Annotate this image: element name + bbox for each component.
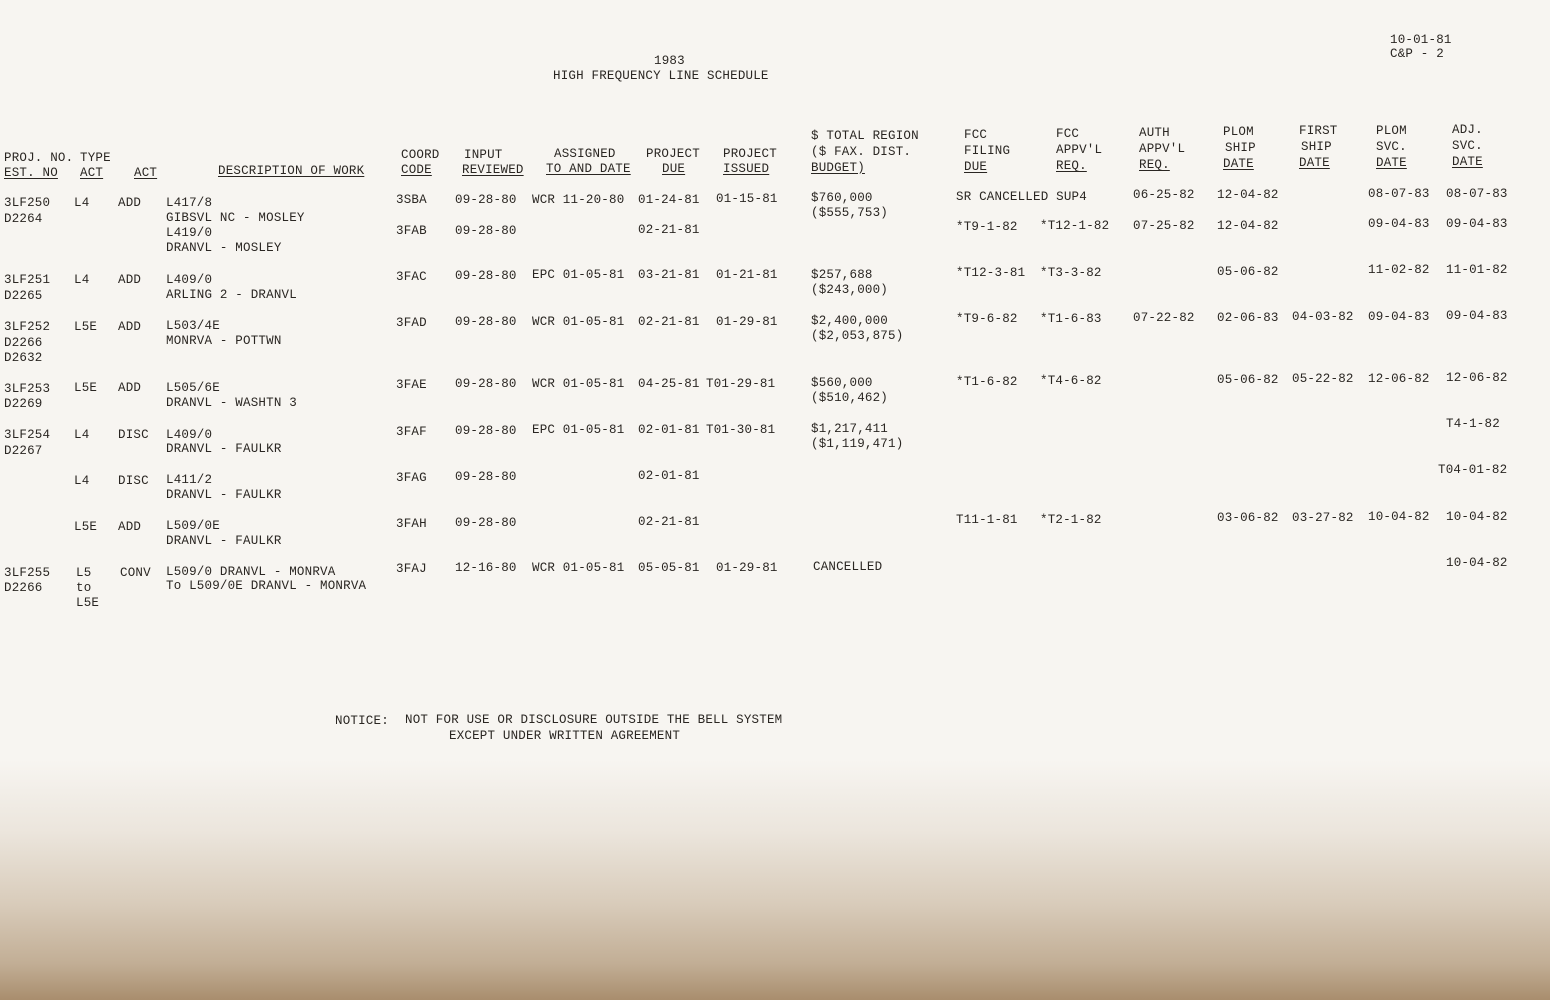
col-first-ship-2: SHIP [1301,140,1332,154]
act: CONV [120,566,151,580]
assigned: WCR 01-05-81 [532,315,625,329]
adj-svc: T4-1-82 [1446,417,1500,431]
fax-dist: ($1,119,471) [811,437,904,451]
total-region: $560,000 [811,376,873,390]
type-act: L5E [74,520,98,534]
plom-svc: 12-06-82 [1368,372,1430,386]
description: L409/0 [166,273,213,287]
adj-svc: 11-01-82 [1446,263,1508,277]
adj-svc: 10-04-82 [1446,556,1508,570]
description: L509/0E [166,519,220,533]
act: ADD [118,196,142,210]
assigned: WCR 01-05-81 [532,561,625,575]
adj-svc: 12-06-82 [1446,371,1508,385]
coord-code: 3FAD [396,316,427,330]
act: ADD [118,273,142,287]
fax-dist: ($2,053,875) [811,329,904,343]
col-type: TYPE [80,151,111,165]
description: L419/0 [166,226,213,240]
auth-appvl: 06-25-82 [1133,188,1195,202]
plom-svc: 08-07-83 [1368,187,1430,201]
fax-dist: ($555,753) [811,206,889,220]
fcc-appvl: *T12-1-82 [1040,219,1110,233]
type-act: L5 [76,566,92,580]
page-title: HIGH FREQUENCY LINE SCHEDULE [553,69,769,83]
act: DISC [118,474,149,488]
project-issued: 01-29-81 [716,315,778,329]
description: L417/8 [166,196,213,210]
fax-dist: ($510,462) [811,391,889,405]
project-due: 03-21-81 [638,268,700,282]
fcc-filing: *T9-6-82 [956,312,1018,326]
adj-svc: T04-01-82 [1438,463,1508,477]
col-plom-svc-3: DATE [1376,156,1407,170]
first-ship: 03-27-82 [1292,511,1354,525]
type-act: L4 [74,273,90,287]
col-auth-1: AUTH [1139,126,1170,140]
act: ADD [118,520,142,534]
project-issued: 01-15-81 [716,192,778,206]
est-no: D2264 [4,212,43,226]
input-reviewed: 09-28-80 [455,315,517,329]
description: L411/2 [166,473,213,487]
proj-no: 3LF251 [4,273,51,287]
fax-dist: ($243,000) [811,283,889,297]
col-act: ACT [134,166,158,180]
col-first-ship-1: FIRST [1299,124,1338,138]
col-adj-svc-2: SVC. [1452,139,1483,153]
project-due: 02-01-81 [638,423,700,437]
input-reviewed: 09-28-80 [455,470,517,484]
input-reviewed: 09-28-80 [455,269,517,283]
est-no: D2269 [4,397,43,411]
fcc-appvl: *T2-1-82 [1040,513,1102,527]
plom-ship: 03-06-82 [1217,511,1279,525]
description-2: DRANVL - MOSLEY [166,241,282,255]
act: DISC [118,428,149,442]
coord-code: 3SBA [396,193,427,207]
fcc-appvl: *T1-6-83 [1040,312,1102,326]
col-budget: BUDGET) [811,161,865,175]
est-no: D2266 [4,336,43,350]
type-act: L4 [74,196,90,210]
paper-stain [0,760,1550,1000]
plom-ship: 05-06-82 [1217,373,1279,387]
col-total-region: $ TOTAL REGION [811,129,919,143]
header-date: 10-01-81 [1390,33,1452,47]
col-fcc-filing-1: FCC [964,128,988,142]
plom-svc: 10-04-82 [1368,510,1430,524]
project-due: 02-21-81 [638,515,700,529]
first-ship: 04-03-82 [1292,310,1354,324]
type-act-3: L5E [76,596,100,610]
coord-code: 3FAG [396,471,427,485]
col-due: DUE [662,162,686,176]
description-2: ARLING 2 - DRANVL [166,288,297,302]
col-fcc-appvl-1: FCC [1056,127,1080,141]
fcc-appvl: *T3-3-82 [1040,266,1102,280]
col-plom-ship-3: DATE [1223,157,1254,171]
type-act: L4 [74,428,90,442]
auth-appvl: 07-22-82 [1133,311,1195,325]
col-fcc-filing-2: FILING [964,144,1011,158]
col-fcc-appvl-3: REQ. [1056,159,1087,173]
description-2: GIBSVL NC - MOSLEY [166,211,305,225]
input-reviewed: 12-16-80 [455,561,517,575]
plom-svc: 11-02-82 [1368,263,1430,277]
col-project-issued: PROJECT [723,147,777,161]
description: L505/6E [166,381,220,395]
total-region: $1,217,411 [811,422,889,436]
total-region: $2,400,000 [811,314,889,328]
notice-line-1: NOT FOR USE OR DISCLOSURE OUTSIDE THE BELL SYSTEM [405,713,783,727]
project-issued: T01-29-81 [706,377,776,391]
assigned: EPC 01-05-81 [532,423,625,437]
assigned: EPC 01-05-81 [532,268,625,282]
type-act: L4 [74,474,90,488]
description-2: DRANVL - FAULKR [166,488,282,502]
col-proj-no: PROJ. NO. [4,151,74,165]
col-fcc-filing-3: DUE [964,160,988,174]
coord-code: 3FAJ [396,562,427,576]
description: L409/0 [166,428,213,442]
input-reviewed: 09-28-80 [455,516,517,530]
notice-label: NOTICE: [335,714,389,728]
act: ADD [118,381,142,395]
col-description: DESCRIPTION OF WORK [218,164,365,178]
col-to-and-date: TO AND DATE [546,162,631,176]
col-plom-ship-2: SHIP [1225,141,1256,155]
fcc-filing: *T12-3-81 [956,266,1026,280]
coord-code: 3FAB [396,224,427,238]
first-ship: 05-22-82 [1292,372,1354,386]
col-first-ship-3: DATE [1299,156,1330,170]
project-issued: T01-30-81 [706,423,776,437]
proj-no: 3LF255 [4,566,51,580]
header-page: C&P - 2 [1390,47,1444,61]
adj-svc: 10-04-82 [1446,510,1508,524]
col-fax-dist: ($ FAX. DIST. [811,145,912,159]
plom-svc: 09-04-83 [1368,217,1430,231]
header-year: 1983 [654,54,685,68]
description-2: DRANVL - FAULKR [166,442,282,456]
act: ADD [118,320,142,334]
adj-svc: 08-07-83 [1446,187,1508,201]
description: L503/4E [166,319,220,333]
coord-code: 3FAH [396,517,427,531]
coord-code: 3FAC [396,270,427,284]
input-reviewed: 09-28-80 [455,193,517,207]
col-plom-svc-1: PLOM [1376,124,1407,138]
description-2: MONRVA - POTTWN [166,334,282,348]
plom-ship: 05-06-82 [1217,265,1279,279]
notice-line-2: EXCEPT UNDER WRITTEN AGREEMENT [449,729,681,743]
proj-no: 3LF254 [4,428,51,442]
col-project-due: PROJECT [646,147,700,161]
adj-svc: 09-04-83 [1446,217,1508,231]
col-type-act: ACT [80,166,104,180]
project-due: 02-01-81 [638,469,700,483]
plom-ship: 12-04-82 [1217,219,1279,233]
project-issued: 01-29-81 [716,561,778,575]
col-coord: COORD [401,148,440,162]
project-due: 01-24-81 [638,193,700,207]
total-region: $257,688 [811,268,873,282]
col-plom-svc-2: SVC. [1376,140,1407,154]
assigned: WCR 11-20-80 [532,193,625,207]
col-input: INPUT [464,148,503,162]
assigned: WCR 01-05-81 [532,377,625,391]
fcc-filing: SR CANCELLED SUP4 [956,190,1087,204]
proj-no: 3LF253 [4,382,51,396]
type-act-2: to [76,581,92,595]
col-reviewed: REVIEWED [462,163,524,177]
col-plom-ship-1: PLOM [1223,125,1254,139]
col-auth-3: REQ. [1139,158,1170,172]
description-2: DRANVL - WASHTN 3 [166,396,297,410]
project-due: 04-25-81 [638,377,700,391]
project-due: 02-21-81 [638,223,700,237]
input-reviewed: 09-28-80 [455,224,517,238]
project-due: 05-05-81 [638,561,700,575]
project-due: 02-21-81 [638,315,700,329]
proj-no: 3LF252 [4,320,51,334]
col-est-no: EST. NO [4,166,58,180]
description: L509/0 DRANVL - MONRVA [166,565,336,579]
col-issued: ISSUED [723,162,770,176]
adj-svc: 09-04-83 [1446,309,1508,323]
plom-ship: 02-06-83 [1217,311,1279,325]
col-adj-svc-1: ADJ. [1452,123,1483,137]
input-reviewed: 09-28-80 [455,377,517,391]
description-2: To L509/0E DRANVL - MONRVA [166,579,367,593]
type-act: L5E [74,320,98,334]
est-no: D2266 [4,581,43,595]
col-code: CODE [401,163,432,177]
total-region: CANCELLED [813,560,883,574]
fcc-filing: *T9-1-82 [956,220,1018,234]
auth-appvl: 07-25-82 [1133,219,1195,233]
proj-no: 3LF250 [4,196,51,210]
plom-svc: 09-04-83 [1368,310,1430,324]
coord-code: 3FAE [396,378,427,392]
total-region: $760,000 [811,191,873,205]
col-adj-svc-3: DATE [1452,155,1483,169]
project-issued: 01-21-81 [716,268,778,282]
fcc-filing: T11-1-81 [956,513,1018,527]
plom-ship: 12-04-82 [1217,188,1279,202]
col-fcc-appvl-2: APPV'L [1056,143,1103,157]
type-act: L5E [74,381,98,395]
coord-code: 3FAF [396,425,427,439]
est-no: D2267 [4,444,43,458]
input-reviewed: 09-28-80 [455,424,517,438]
col-auth-2: APPV'L [1139,142,1186,156]
fcc-appvl: *T4-6-82 [1040,374,1102,388]
description-2: DRANVL - FAULKR [166,534,282,548]
est-no-2: D2632 [4,351,43,365]
fcc-filing: *T1-6-82 [956,375,1018,389]
col-assigned: ASSIGNED [554,147,616,161]
est-no: D2265 [4,289,43,303]
